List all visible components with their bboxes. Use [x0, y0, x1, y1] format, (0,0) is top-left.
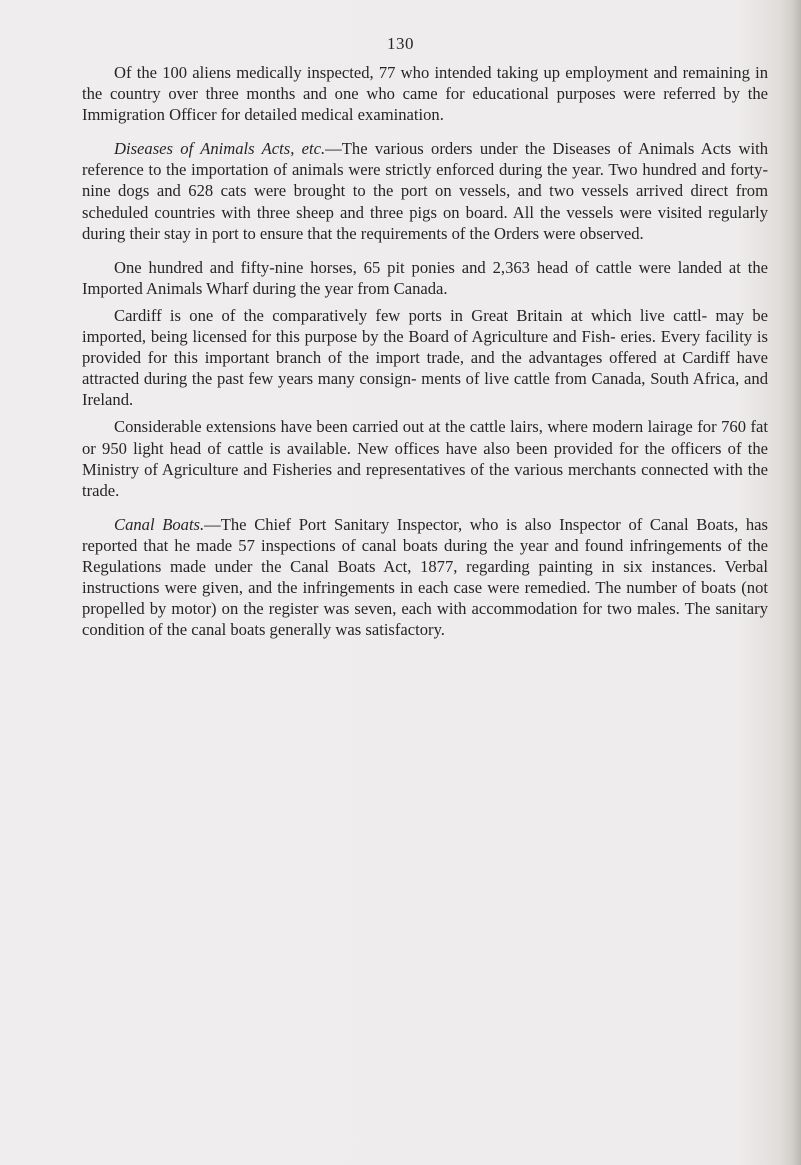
section-heading-canal-boats: Canal Boats. — [114, 514, 205, 534]
page-edge-shadow — [779, 0, 801, 1165]
paragraph-text: Considerable extensions have been carried out at the cattle lairs, where modern lairage for 760 fat or 950 light head of cattle is available. New offices have also been provided for the officers of the Ministry of Agriculture and Fisheries and representatives of the various merchants connected with the trade. — [82, 417, 768, 500]
paragraph-aliens — [82, 62, 768, 125]
paragraph-text: Of the 100 aliens medically inspected, 77 who intended taking up employment and remaining in the country over three months and one who came for educational purposes were referred by the Immigration Officer for detailed medical examination. — [82, 63, 768, 125]
paragraph-cattle-lairs — [82, 416, 768, 500]
page-number: 130 — [387, 34, 414, 53]
paragraph-text: —The Chief Port Sanitary Inspector, who is also Inspector of Canal Boats, has reported that he made 57 inspections of canal boats during the year and found infringements of the Regulations made under the Canal Boats Act, 1877, regarding painting in six instances. Verbal instructions were given, and the infringements in each case were remedied. The number of boats (not propelled by motor) on the register was seven, each with accommodation for two males. The sanitary condition of the canal boats generally was satisfactory. — [82, 514, 768, 640]
paragraph-cardiff-port — [82, 305, 768, 410]
paragraph-canal-boats — [82, 514, 768, 641]
paragraph-text: One hundred and fifty-nine horses, 65 pit ponies and 2,363 head of cattle were landed at the Imported Animals Wharf during the year from Canada. — [82, 257, 768, 298]
paragraph-text: —The various orders under the Diseases of Animals Acts with reference to the importation of animals were strictly enforced during the year. Two hundred and forty-nine dogs and 628 cats were brought to the port on vessels, and two vessels arrived direct from scheduled countries with three sheep and three pigs on board. All the vessels were visited regularly during their stay in port to ensure that the requirements of the Orders were observed. — [82, 139, 768, 243]
paragraph-horses-cattle — [82, 257, 768, 299]
paragraph-diseases-of-animals — [82, 138, 768, 243]
paragraph-text: Cardiff is one of the comparatively few ports in Great Britain at which live cattl- may be imported, being licensed for this purpose by the Board of Agriculture and Fish- eries. Every facility is provided for this important branch of the import trade, and the advantages offered at Cardiff have attracted during the past few years many consign- ments of live cattle from Canada, South Africa, and Ireland. — [82, 305, 768, 410]
section-heading-diseases-of-animals: Diseases of Animals Acts, etc. — [114, 139, 326, 159]
body-text — [82, 62, 768, 653]
